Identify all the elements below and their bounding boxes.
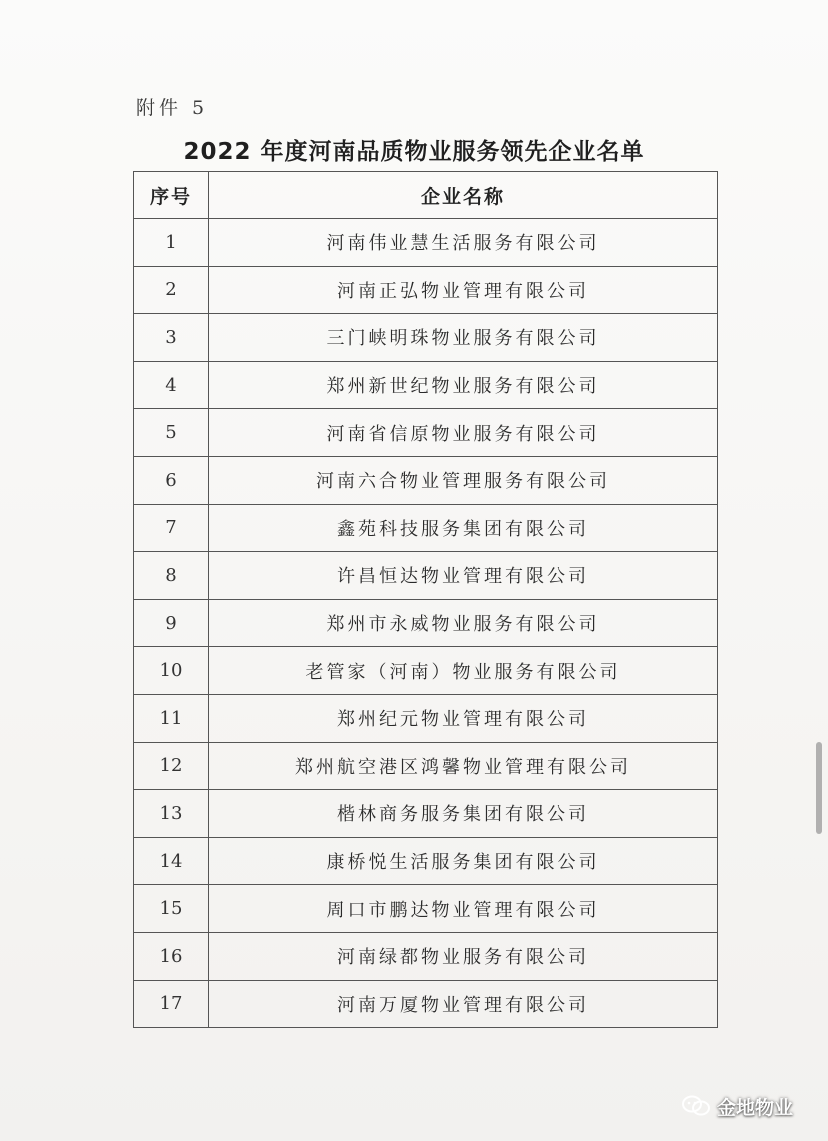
- row-index: 4: [134, 361, 209, 409]
- table-row: [134, 314, 718, 362]
- row-index: 5: [134, 409, 209, 457]
- row-index: 14: [134, 837, 209, 885]
- row-index: 16: [134, 932, 209, 980]
- row-index: 9: [134, 599, 209, 647]
- row-company: 许昌恒达物业管理有限公司: [209, 552, 718, 600]
- row-index: 12: [134, 742, 209, 790]
- row-company: 河南绿都物业服务有限公司: [209, 932, 718, 980]
- table-row: [134, 694, 718, 742]
- row-index: 7: [134, 504, 209, 552]
- row-company: 河南伟业慧生活服务有限公司: [209, 219, 718, 267]
- table-header-row: [134, 172, 718, 219]
- row-index: 3: [134, 314, 209, 362]
- watermark-text: 金地物业: [717, 1096, 794, 1119]
- table-row: [134, 599, 718, 647]
- row-company: 楷林商务服务集团有限公司: [209, 790, 718, 838]
- row-index: 8: [134, 552, 209, 600]
- row-company: 郑州新世纪物业服务有限公司: [209, 361, 718, 409]
- table-row: [134, 266, 718, 314]
- row-index: 15: [134, 885, 209, 933]
- header-company: 企业名称: [209, 172, 718, 219]
- row-index: 1: [134, 219, 209, 267]
- table-row: [134, 885, 718, 933]
- row-company: 郑州市永威物业服务有限公司: [209, 599, 718, 647]
- table-row: [134, 456, 718, 504]
- row-company: 郑州纪元物业管理有限公司: [209, 694, 718, 742]
- row-company: 河南正弘物业管理有限公司: [209, 266, 718, 314]
- table-row: [134, 552, 718, 600]
- row-company: 老管家（河南）物业服务有限公司: [209, 647, 718, 695]
- row-index: 11: [134, 694, 209, 742]
- watermark: [681, 1089, 793, 1123]
- row-company: 河南省信原物业服务有限公司: [209, 409, 718, 457]
- table-row: [134, 790, 718, 838]
- row-index: 10: [134, 647, 209, 695]
- header-index: 序号: [134, 172, 209, 219]
- row-company: 鑫苑科技服务集团有限公司: [209, 504, 718, 552]
- row-index: 13: [134, 790, 209, 838]
- row-company: 康桥悦生活服务集团有限公司: [209, 837, 718, 885]
- row-index: 6: [134, 456, 209, 504]
- row-index: 2: [134, 266, 209, 314]
- attachment-label: 附件 5: [136, 97, 209, 119]
- row-company: 三门峡明珠物业服务有限公司: [209, 314, 718, 362]
- table-row: [134, 932, 718, 980]
- document-title: 2022 年度河南品质物业服务领先企业名单: [183, 139, 645, 165]
- row-index: 17: [134, 980, 209, 1028]
- row-company: 河南万厦物业管理有限公司: [209, 980, 718, 1028]
- company-list-table: [133, 171, 718, 1028]
- table-row: [134, 504, 718, 552]
- table-row: [134, 647, 718, 695]
- table-row: [134, 980, 718, 1028]
- table-row: [134, 837, 718, 885]
- table-row: [134, 361, 718, 409]
- table-row: [134, 409, 718, 457]
- table-row: [134, 219, 718, 267]
- table-row: [134, 742, 718, 790]
- row-company: 郑州航空港区鸿馨物业管理有限公司: [209, 742, 718, 790]
- row-company: 河南六合物业管理服务有限公司: [209, 456, 718, 504]
- row-company: 周口市鹏达物业管理有限公司: [209, 885, 718, 933]
- chat-bubble-icon: [681, 1094, 711, 1118]
- scrollbar-thumb[interactable]: [816, 742, 822, 834]
